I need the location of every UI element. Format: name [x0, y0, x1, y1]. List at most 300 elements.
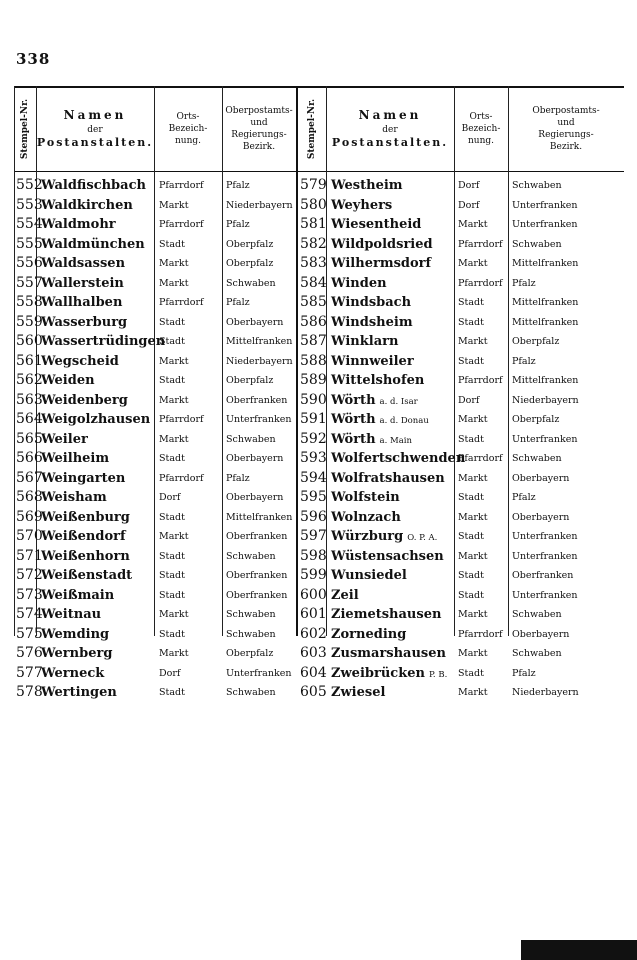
table-body: [14, 176, 624, 703]
table-row: [14, 371, 624, 391]
regierungs-bezirk: Unterfranken: [512, 199, 578, 211]
orts-bezeichnung: Markt: [159, 277, 189, 289]
stempel-number: 586: [300, 313, 327, 330]
orts-bezeichnung: Markt: [458, 414, 488, 425]
regierungs-bezirk: Schwaben: [226, 277, 276, 289]
stempel-number: 574: [16, 606, 43, 622]
postanstalt-name: [331, 566, 411, 588]
stempel-number: 589: [300, 372, 327, 388]
orts-bezeichnung: Markt: [458, 687, 488, 698]
table-row: [14, 664, 624, 684]
postanstalt-name: [331, 508, 405, 530]
stempel-number: 563: [16, 391, 43, 408]
postanstalt-name: [331, 332, 402, 354]
postanstalt-name: [41, 625, 113, 647]
stempel-number: 603: [300, 645, 327, 661]
header-orts-right: [454, 88, 508, 170]
table-row: [14, 566, 624, 586]
postanstalt-name-text: Weiden: [41, 373, 95, 388]
orts-bezeichnung: Markt: [458, 609, 488, 620]
orts-bezeichnung: Stadt: [159, 589, 185, 601]
regierungs-bezirk: Niederbayern: [226, 355, 293, 367]
regierungs-bezirk: Schwaben: [226, 609, 276, 620]
stempel-number: 568: [16, 489, 43, 505]
table-row: [14, 625, 624, 645]
orts-bezeichnung: Markt: [159, 648, 189, 659]
postanstalt-name-text: Wertingen: [41, 685, 117, 700]
header-bezirk-line: Bezirk.: [549, 142, 583, 153]
postanstalt-name: [41, 410, 154, 432]
postanstalt-name-text: Weißenburg: [41, 509, 130, 525]
orts-bezeichnung: Markt: [458, 219, 488, 230]
table-row: [14, 410, 624, 430]
header-bezirk-line: und: [557, 117, 575, 128]
header-stempel-label: Stempel-Nr.: [20, 98, 31, 160]
postanstalt-name-text: Wegscheid: [41, 353, 119, 369]
table-row: [14, 391, 624, 411]
orts-bezeichnung: Markt: [458, 258, 488, 269]
scan-edge-bar: [521, 940, 637, 960]
regierungs-bezirk: Schwaben: [512, 609, 562, 620]
header-orts-line: Orts-: [469, 111, 493, 122]
postanstalt-name-text: Zwiesel: [331, 685, 386, 700]
regierungs-bezirk: Oberpfalz: [512, 336, 560, 347]
postanstalt-name: [41, 488, 111, 510]
postanstalt-name-text: Winden: [331, 275, 387, 291]
stempel-number: 578: [16, 684, 43, 700]
postanstalt-name: [41, 430, 92, 452]
regierungs-bezirk: Oberfranken: [226, 570, 288, 581]
regierungs-bezirk: Schwaben: [512, 648, 562, 659]
regierungs-bezirk: Oberbayern: [512, 472, 570, 484]
table-row: [14, 430, 624, 450]
postanstalt-name: [331, 683, 389, 705]
table-row: [14, 449, 624, 469]
stempel-number: 590: [300, 391, 327, 408]
postanstalt-name: [41, 586, 118, 608]
table-row: [14, 176, 624, 196]
postanstalt-name-text: Wolfstein: [331, 490, 400, 505]
stempel-number: 591: [300, 411, 327, 427]
postanstalt-name-suffix: a. d. Isar: [379, 396, 418, 407]
orts-bezeichnung: Stadt: [159, 570, 185, 581]
header-bezirk-line: Oberpostamts-: [532, 105, 600, 116]
regierungs-bezirk: Unterfranken: [512, 550, 578, 562]
table-row: [14, 605, 624, 625]
postanstalt-name-text: Weitnau: [41, 607, 102, 622]
regierungs-bezirk: Schwaben: [226, 687, 276, 698]
regierungs-bezirk: Pfalz: [226, 219, 250, 230]
postanstalt-name: [331, 196, 396, 218]
header-bezirk-line: und: [250, 117, 268, 128]
postanstalt-name: [331, 469, 449, 491]
stempel-number: 553: [16, 196, 43, 213]
orts-bezeichnung: Dorf: [458, 180, 480, 191]
orts-bezeichnung: Pfarrdorf: [458, 238, 503, 250]
stempel-number: 562: [16, 372, 43, 388]
postanstalt-name-suffix: a. d. Donau: [379, 416, 429, 426]
stempel-number: 599: [300, 567, 327, 583]
orts-bezeichnung: Markt: [458, 648, 488, 659]
table-row: [14, 313, 624, 333]
stempel-number: 601: [300, 606, 327, 622]
postanstalt-name-text: Waldmohr: [41, 217, 116, 232]
postanstalt-name-suffix: a. Main: [379, 435, 412, 446]
regierungs-bezirk: Unterfranken: [226, 414, 292, 425]
orts-bezeichnung: Stadt: [159, 687, 185, 698]
header-orts-left: [154, 88, 222, 170]
postanstalt-name-text: Weidenberg: [41, 392, 128, 408]
postanstalt-name-text: Wallhalben: [41, 295, 123, 310]
orts-bezeichnung: Markt: [458, 550, 488, 562]
stempel-number: 567: [16, 469, 43, 486]
postanstalt-name: [41, 352, 123, 374]
orts-bezeichnung: Dorf: [159, 492, 181, 503]
stempel-number: 558: [16, 294, 43, 310]
regierungs-bezirk: Oberpfalz: [226, 238, 274, 250]
postanstalt-name-text: Zweibrücken: [331, 665, 425, 681]
regierungs-bezirk: Mittelfranken: [512, 316, 579, 328]
orts-bezeichnung: Stadt: [458, 433, 484, 445]
postanstalt-name-text: Wernberg: [41, 646, 113, 661]
table-row: [14, 527, 624, 547]
regierungs-bezirk: Niederbayern: [226, 199, 293, 211]
regierungs-bezirk: Mittelfranken: [512, 258, 579, 269]
orts-bezeichnung: Markt: [159, 258, 189, 269]
stempel-number: 594: [300, 469, 327, 486]
stempel-number: 582: [300, 235, 327, 252]
header-postanstalten-label: Postanstalten.: [36, 135, 154, 149]
orts-bezeichnung: Stadt: [458, 297, 484, 308]
stempel-number: 593: [300, 450, 327, 466]
orts-bezeichnung: Stadt: [458, 492, 484, 503]
header-bezirk-line: Regierungs-: [538, 130, 594, 140]
table-row: [14, 254, 624, 274]
regierungs-bezirk: Oberbayern: [512, 511, 570, 523]
regierungs-bezirk: Niederbayern: [512, 687, 579, 698]
postanstalt-name-suffix: O. P. A.: [407, 533, 438, 543]
postanstalt-name-text: Weißendorf: [41, 529, 126, 544]
regierungs-bezirk: Schwaben: [226, 628, 276, 640]
postanstalt-name-text: Wörth: [331, 412, 376, 427]
regierungs-bezirk: Oberfranken: [226, 394, 288, 406]
header-orts-line: Bezeich-: [461, 123, 501, 134]
postanstalt-name: [41, 644, 116, 666]
table-row: [14, 508, 624, 528]
stempel-number: 587: [300, 333, 327, 349]
orts-bezeichnung: Stadt: [458, 531, 484, 542]
stempel-number: 572: [16, 567, 43, 583]
stempel-number: 581: [300, 216, 327, 232]
postanstalt-name-text: Wilhermsdorf: [331, 256, 432, 271]
postanstalt-name-text: Waldsassen: [41, 256, 126, 271]
orts-bezeichnung: Pfarrdorf: [458, 628, 503, 640]
postanstalt-name: [41, 176, 150, 198]
regierungs-bezirk: Oberfranken: [226, 589, 288, 601]
regierungs-bezirk: Niederbayern: [512, 394, 579, 406]
orts-bezeichnung: Stadt: [458, 355, 484, 367]
stempel-number: 564: [16, 411, 43, 427]
regierungs-bezirk: Pfalz: [226, 297, 250, 308]
postanstalt-name: [331, 313, 417, 335]
orts-bezeichnung: Pfarrdorf: [458, 375, 503, 386]
orts-bezeichnung: Dorf: [458, 394, 480, 406]
postanstalt-name-text: Wassertrüdingen: [41, 334, 166, 349]
postanstalt-name: [41, 274, 128, 296]
postanstalt-name: [41, 293, 126, 315]
stempel-number: 561: [16, 352, 43, 369]
header-bezirk-right: [508, 88, 624, 170]
orts-bezeichnung: Markt: [159, 394, 189, 406]
orts-bezeichnung: Stadt: [159, 628, 185, 640]
regierungs-bezirk: Oberfranken: [226, 531, 288, 542]
postanstalt-name: [41, 391, 132, 413]
stempel-number: 560: [16, 333, 43, 349]
stempel-number: 596: [300, 508, 327, 525]
stempel-number: 575: [16, 625, 43, 642]
regierungs-bezirk: Unterfranken: [512, 589, 578, 601]
regierungs-bezirk: Mittelfranken: [512, 375, 579, 386]
postanstalt-name-text: Wüstensachsen: [331, 548, 444, 564]
regierungs-bezirk: Schwaben: [512, 238, 562, 250]
orts-bezeichnung: Stadt: [159, 336, 185, 347]
postanstalt-name: [331, 371, 428, 393]
postanstalt-name-text: Weiler: [41, 431, 88, 447]
table-row: [14, 274, 624, 294]
table-row: [14, 469, 624, 489]
postanstalt-name: [41, 527, 130, 549]
regierungs-bezirk: Mittelfranken: [226, 336, 293, 347]
postanstalt-name: [41, 332, 169, 354]
stempel-number: 555: [16, 235, 43, 252]
postanstalt-name: [331, 664, 447, 686]
table-row: [14, 215, 624, 235]
stempel-number: 584: [300, 274, 327, 291]
stempel-number: 588: [300, 352, 327, 369]
postanstalt-name: [41, 566, 136, 588]
table-header-rule: [14, 171, 624, 172]
postanstalt-name: [331, 254, 435, 276]
postanstalt-name-text: Wasserburg: [41, 314, 128, 330]
regierungs-bezirk: Oberpfalz: [226, 375, 274, 386]
postanstalt-name-text: Winklarn: [331, 334, 399, 349]
stempel-number: 602: [300, 625, 327, 642]
postanstalt-name: [331, 605, 445, 627]
regierungs-bezirk: Unterfranken: [226, 667, 292, 679]
postanstalt-name: [41, 508, 134, 530]
postanstalt-name-text: Weyhers: [331, 197, 393, 213]
postanstalt-name: [41, 605, 105, 627]
postanstalt-name: [331, 547, 448, 569]
orts-bezeichnung: Dorf: [458, 199, 480, 211]
orts-bezeichnung: Stadt: [458, 667, 484, 679]
orts-bezeichnung: Markt: [159, 609, 189, 620]
regierungs-bezirk: Pfalz: [226, 472, 250, 484]
stempel-number: 579: [300, 177, 327, 193]
header-namen-left: [36, 88, 154, 170]
stempel-number: 577: [16, 664, 43, 681]
postanstalt-name: [331, 293, 415, 315]
regierungs-bezirk: Unterfranken: [512, 219, 578, 230]
postanstalt-name-text: Waldfischbach: [41, 178, 146, 193]
regierungs-bezirk: Oberbayern: [512, 628, 570, 640]
postanstalt-name-text: Weisham: [41, 490, 107, 505]
header-bezirk-line: Oberpostamts-: [225, 105, 293, 116]
orts-bezeichnung: Markt: [458, 336, 488, 347]
orts-bezeichnung: Pfarrdorf: [159, 219, 204, 230]
stempel-number: 597: [300, 528, 327, 544]
postanstalt-name: [41, 254, 129, 276]
regierungs-bezirk: Oberbayern: [226, 316, 284, 328]
postanstalt-name-text: Waldmünchen: [41, 236, 145, 252]
header-bezirk-left: [222, 88, 296, 170]
stempel-number: 556: [16, 255, 43, 271]
postanstalt-name-text: Wittelshofen: [331, 373, 425, 388]
orts-bezeichnung: Pfarrdorf: [159, 472, 204, 484]
header-stempel-label: Stempel-Nr.: [307, 98, 318, 160]
orts-bezeichnung: Stadt: [458, 570, 484, 581]
regierungs-bezirk: Pfalz: [512, 492, 536, 503]
postanstalt-name: [331, 449, 469, 471]
regierungs-bezirk: Oberpfalz: [226, 648, 274, 659]
postanstalt-name-text: Weingarten: [41, 470, 126, 486]
page-number: 338: [16, 50, 51, 68]
postanstalt-name: [41, 215, 120, 237]
postanstalt-name-text: Zorneding: [331, 626, 407, 642]
postanstalt-name: [331, 586, 363, 608]
orts-bezeichnung: Stadt: [159, 550, 185, 562]
regierungs-bezirk: Pfalz: [512, 667, 536, 679]
postanstalt-name-text: Weißenhorn: [41, 548, 130, 564]
orts-bezeichnung: Stadt: [159, 375, 185, 386]
orts-bezeichnung: Stadt: [159, 316, 185, 328]
postanstalt-name: [331, 235, 437, 257]
postanstalt-name: [41, 469, 129, 491]
header-der-label: der: [382, 124, 398, 135]
stempel-number: 583: [300, 255, 327, 271]
stempel-number: 570: [16, 528, 43, 544]
header-orts-line: Bezeich-: [168, 123, 208, 134]
postanstalt-name: [331, 391, 418, 413]
table-row: [14, 352, 624, 372]
header-namen-right: [326, 88, 454, 170]
postanstalt-name-text: Würzburg: [331, 529, 404, 544]
postanstalt-name: [331, 215, 425, 237]
post-office-table: [14, 86, 624, 700]
regierungs-bezirk: Oberfranken: [512, 570, 574, 581]
postanstalt-name-text: Westheim: [331, 178, 403, 193]
stempel-number: 557: [16, 274, 43, 291]
stempel-number: 573: [16, 586, 43, 603]
regierungs-bezirk: Schwaben: [226, 550, 276, 562]
stempel-number: 595: [300, 489, 327, 505]
postanstalt-name: [331, 274, 391, 296]
orts-bezeichnung: Markt: [159, 199, 189, 211]
orts-bezeichnung: Markt: [159, 355, 189, 367]
postanstalt-name: [41, 683, 121, 705]
orts-bezeichnung: Stadt: [159, 238, 185, 250]
postanstalt-name: [41, 371, 99, 393]
header-namen-label: Namen: [358, 108, 422, 123]
postanstalt-name: [331, 410, 429, 432]
stempel-number: 585: [300, 294, 327, 310]
header-orts-line: Orts-: [176, 111, 200, 122]
postanstalt-name: [41, 547, 134, 569]
orts-bezeichnung: Pfarrdorf: [159, 297, 204, 308]
table-row: [14, 293, 624, 313]
postanstalt-name-text: Zusmarshausen: [331, 646, 446, 661]
postanstalt-name: [41, 313, 131, 335]
postanstalt-name-text: Windsbach: [331, 295, 412, 310]
orts-bezeichnung: Stadt: [458, 589, 484, 601]
stempel-number: 569: [16, 508, 43, 525]
postanstalt-name-text: Wildpoldsried: [331, 236, 433, 252]
stempel-number: 571: [16, 547, 43, 564]
header-postanstalten-label: Postanstalten.: [331, 135, 449, 149]
orts-bezeichnung: Stadt: [159, 453, 185, 464]
regierungs-bezirk: Oberpfalz: [512, 414, 560, 425]
stempel-number: 565: [16, 430, 43, 447]
header-der-label: der: [87, 124, 103, 135]
postanstalt-name-text: Wörth: [331, 392, 376, 408]
regierungs-bezirk: Oberbayern: [226, 453, 284, 464]
postanstalt-name-suffix: P. B.: [428, 669, 448, 680]
header-bezirk-line: Bezirk.: [242, 142, 276, 153]
orts-bezeichnung: Markt: [159, 433, 189, 445]
regierungs-bezirk: Pfalz: [512, 277, 536, 289]
postanstalt-name: [331, 625, 410, 647]
postanstalt-name-text: Weilheim: [41, 451, 110, 466]
postanstalt-name: [331, 527, 437, 549]
stempel-number: 605: [300, 684, 327, 700]
postanstalt-name-text: Wallerstein: [41, 275, 124, 291]
header-bezirk-line: Regierungs-: [231, 130, 287, 140]
postanstalt-name-text: Wolfertschwenden: [331, 451, 466, 466]
orts-bezeichnung: Markt: [458, 472, 488, 484]
regierungs-bezirk: Pfalz: [512, 355, 536, 367]
stempel-number: 559: [16, 313, 43, 330]
orts-bezeichnung: Markt: [159, 531, 189, 542]
postanstalt-name-text: Wolnzach: [331, 509, 401, 525]
regierungs-bezirk: Unterfranken: [512, 531, 578, 542]
orts-bezeichnung: Stadt: [159, 511, 185, 523]
table-row: [14, 235, 624, 255]
stempel-number: 600: [300, 586, 327, 603]
table-row: [14, 196, 624, 216]
postanstalt-name-text: Winnweiler: [331, 353, 414, 369]
postanstalt-name-text: Weißmain: [41, 587, 115, 603]
table-row: [14, 683, 624, 703]
regierungs-bezirk: Mittelfranken: [512, 297, 579, 308]
stempel-number: 580: [300, 196, 327, 213]
orts-bezeichnung: Markt: [458, 511, 488, 523]
postanstalt-name-text: Zeil: [331, 587, 359, 603]
regierungs-bezirk: Schwaben: [512, 453, 562, 464]
orts-bezeichnung: Pfarrdorf: [159, 414, 204, 425]
stempel-number: 598: [300, 547, 327, 564]
postanstalt-name: [331, 352, 418, 374]
header-namen-label: Namen: [63, 108, 127, 123]
orts-bezeichnung: Pfarrdorf: [159, 180, 204, 191]
header-stempel-left: [14, 88, 36, 170]
regierungs-bezirk: Oberpfalz: [226, 258, 274, 269]
postanstalt-name-text: Wörth: [331, 431, 376, 447]
stempel-number: 566: [16, 450, 43, 466]
postanstalt-name: [331, 488, 404, 510]
stempel-number: 604: [300, 664, 327, 681]
postanstalt-name: [331, 176, 407, 198]
table-row: [14, 547, 624, 567]
